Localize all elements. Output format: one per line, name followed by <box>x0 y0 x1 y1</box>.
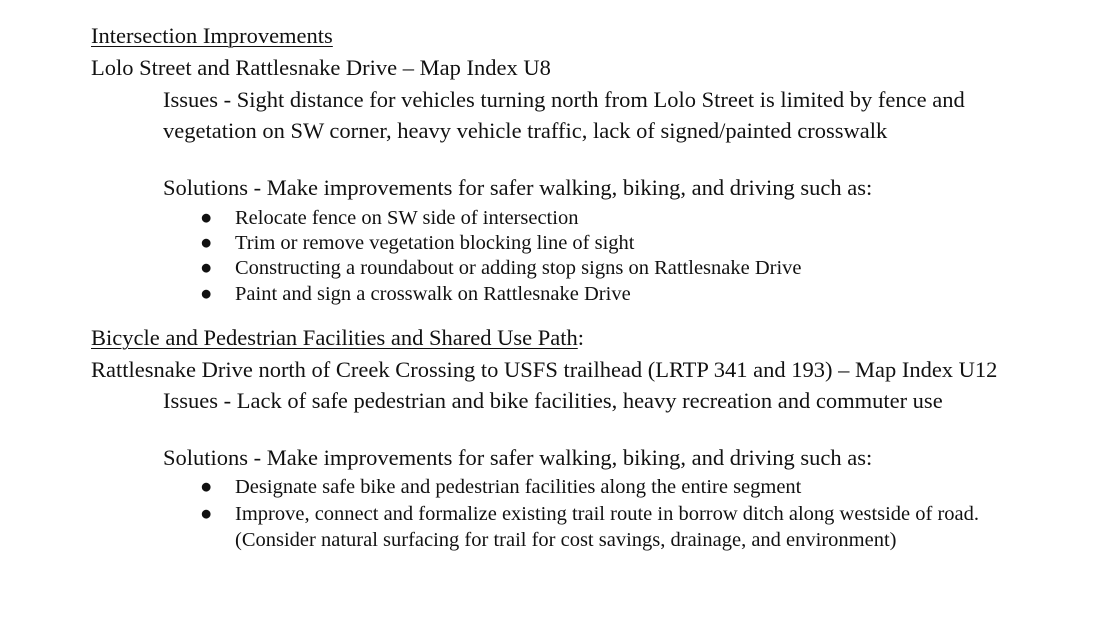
location-title-rattlesnake: Rattlesnake Drive north of Creek Crossing to USFS trailhead (LRTP 341 and 193) – Map Index U12 <box>91 357 998 382</box>
bullet-icon: ● <box>200 232 213 254</box>
solutions-intro: Solutions - Make improvements for safer walking, biking, and driving such as: <box>163 445 873 470</box>
section-heading-bike-ped <box>91 327 584 350</box>
issues-text-line-2: vegetation on SW corner, heavy vehicle traffic, lack of signed/painted crosswalk <box>163 118 888 143</box>
list-item: Improve, connect and formalize existing trail route in borrow ditch along westside of road. <box>235 503 980 525</box>
issues-text-line-1: Issues - Sight distance for vehicles turning north from Lolo Street is limited by fence and <box>163 87 965 112</box>
bullet-icon: ● <box>200 503 213 525</box>
bullet-icon: ● <box>200 283 213 305</box>
bullet-icon: ● <box>200 207 213 229</box>
section-heading-text: Bicycle and Pedestrian Facilities and Shared Use Path <box>91 325 578 350</box>
list-item-continuation: (Consider natural surfacing for trail for cost savings, drainage, and environment) <box>235 529 897 551</box>
list-item: Trim or remove vegetation blocking line of sight <box>235 232 635 254</box>
list-item: Constructing a roundabout or adding stop signs on Rattlesnake Drive <box>235 257 802 279</box>
bullet-icon: ● <box>200 476 213 498</box>
solutions-intro: Solutions - Make improvements for safer walking, biking, and driving such as: <box>163 175 873 200</box>
list-item: Relocate fence on SW side of intersection <box>235 207 579 229</box>
section-heading-intersection: Intersection Improvements <box>91 23 333 48</box>
issues-text: Issues - Lack of safe pedestrian and bike facilities, heavy recreation and commuter use <box>163 388 943 413</box>
bullet-icon: ● <box>200 257 213 279</box>
list-item: Designate safe bike and pedestrian facilities along the entire segment <box>235 476 802 498</box>
list-item: Paint and sign a crosswalk on Rattlesnake Drive <box>235 283 631 305</box>
section-heading-colon: : <box>577 325 585 350</box>
location-title-lolo: Lolo Street and Rattlesnake Drive – Map Index U8 <box>91 55 551 80</box>
